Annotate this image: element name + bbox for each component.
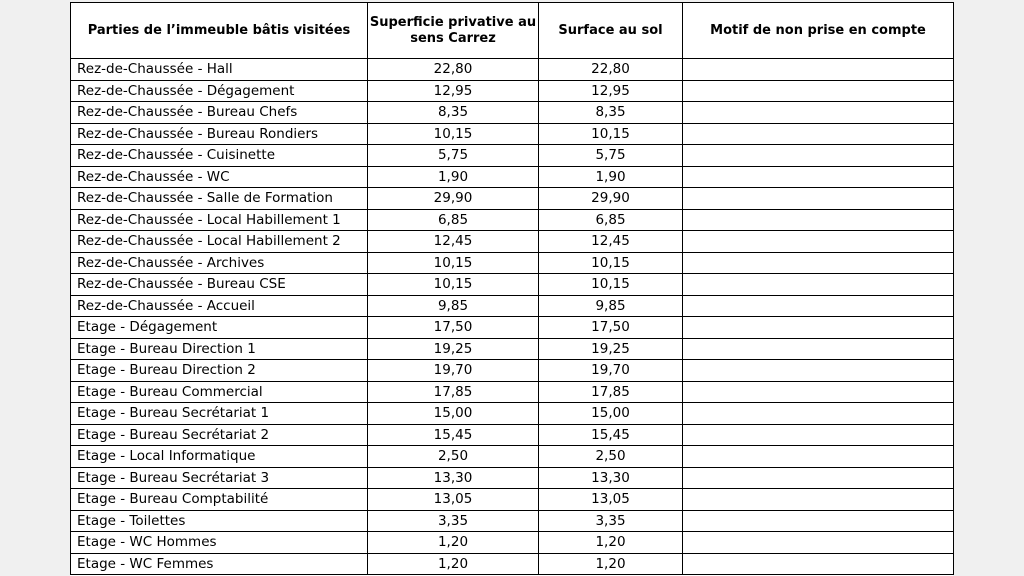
- document-page: [70, 2, 953, 576]
- cell-partie: Rez-de-Chaussée - Bureau Rondiers: [71, 123, 368, 145]
- table-body: [71, 59, 954, 575]
- header-motif: Motif de non prise en compte: [683, 3, 954, 59]
- header-surface-sol: Surface au sol: [539, 3, 683, 59]
- cell-motif: [683, 338, 954, 360]
- table-row: [71, 403, 954, 425]
- cell-superficie-carrez: 13,05: [368, 489, 539, 511]
- cell-motif: [683, 231, 954, 253]
- cell-motif: [683, 446, 954, 468]
- cell-superficie-carrez: 17,50: [368, 317, 539, 339]
- cell-surface-sol: 17,85: [539, 381, 683, 403]
- cell-superficie-carrez: 13,30: [368, 467, 539, 489]
- cell-superficie-carrez: 5,75: [368, 145, 539, 167]
- cell-superficie-carrez: 12,95: [368, 80, 539, 102]
- cell-surface-sol: 17,50: [539, 317, 683, 339]
- cell-motif: [683, 553, 954, 575]
- cell-partie: Rez-de-Chaussée - Archives: [71, 252, 368, 274]
- cell-partie: Etage - WC Femmes: [71, 553, 368, 575]
- cell-partie: Rez-de-Chaussée - Bureau CSE: [71, 274, 368, 296]
- cell-motif: [683, 295, 954, 317]
- header-parties: Parties de l’immeuble bâtis visitées: [71, 3, 368, 59]
- cell-surface-sol: 29,90: [539, 188, 683, 210]
- cell-superficie-carrez: 10,15: [368, 123, 539, 145]
- cell-partie: Rez-de-Chaussée - Local Habillement 1: [71, 209, 368, 231]
- cell-surface-sol: 9,85: [539, 295, 683, 317]
- cell-partie: Etage - Bureau Secrétariat 2: [71, 424, 368, 446]
- cell-superficie-carrez: 17,85: [368, 381, 539, 403]
- table-row: [71, 209, 954, 231]
- cell-surface-sol: 19,25: [539, 338, 683, 360]
- cell-motif: [683, 80, 954, 102]
- cell-partie: Etage - Dégagement: [71, 317, 368, 339]
- table-row: [71, 338, 954, 360]
- cell-partie: Etage - Bureau Commercial: [71, 381, 368, 403]
- table-row: [71, 489, 954, 511]
- cell-partie: Etage - Local Informatique: [71, 446, 368, 468]
- surfaces-table: [70, 2, 954, 575]
- table-row: [71, 102, 954, 124]
- cell-motif: [683, 424, 954, 446]
- cell-motif: [683, 467, 954, 489]
- cell-partie: Rez-de-Chaussée - Local Habillement 2: [71, 231, 368, 253]
- cell-surface-sol: 12,45: [539, 231, 683, 253]
- table-row: [71, 381, 954, 403]
- cell-surface-sol: 8,35: [539, 102, 683, 124]
- table-header: [71, 3, 954, 59]
- cell-partie: Rez-de-Chaussée - Salle de Formation: [71, 188, 368, 210]
- cell-partie: Etage - Bureau Direction 2: [71, 360, 368, 382]
- cell-surface-sol: 10,15: [539, 123, 683, 145]
- cell-partie: Etage - Bureau Direction 1: [71, 338, 368, 360]
- table-row: [71, 553, 954, 575]
- cell-partie: Etage - Bureau Comptabilité: [71, 489, 368, 511]
- table-row: [71, 532, 954, 554]
- cell-surface-sol: 19,70: [539, 360, 683, 382]
- cell-surface-sol: 15,00: [539, 403, 683, 425]
- cell-superficie-carrez: 15,00: [368, 403, 539, 425]
- cell-superficie-carrez: 9,85: [368, 295, 539, 317]
- cell-surface-sol: 5,75: [539, 145, 683, 167]
- cell-superficie-carrez: 1,90: [368, 166, 539, 188]
- table-row: [71, 188, 954, 210]
- cell-surface-sol: 3,35: [539, 510, 683, 532]
- cell-motif: [683, 403, 954, 425]
- cell-superficie-carrez: 1,20: [368, 553, 539, 575]
- cell-superficie-carrez: 1,20: [368, 532, 539, 554]
- cell-motif: [683, 274, 954, 296]
- cell-motif: [683, 360, 954, 382]
- cell-partie: Rez-de-Chaussée - Hall: [71, 59, 368, 81]
- cell-surface-sol: 15,45: [539, 424, 683, 446]
- cell-superficie-carrez: 6,85: [368, 209, 539, 231]
- cell-superficie-carrez: 19,25: [368, 338, 539, 360]
- cell-surface-sol: 1,20: [539, 532, 683, 554]
- cell-motif: [683, 252, 954, 274]
- table-row: [71, 360, 954, 382]
- table-row: [71, 467, 954, 489]
- cell-motif: [683, 102, 954, 124]
- cell-surface-sol: 12,95: [539, 80, 683, 102]
- cell-motif: [683, 209, 954, 231]
- cell-motif: [683, 145, 954, 167]
- cell-surface-sol: 13,30: [539, 467, 683, 489]
- cell-superficie-carrez: 15,45: [368, 424, 539, 446]
- table-row: [71, 424, 954, 446]
- cell-superficie-carrez: 22,80: [368, 59, 539, 81]
- table-row: [71, 231, 954, 253]
- cell-surface-sol: 1,20: [539, 553, 683, 575]
- table-row: [71, 145, 954, 167]
- cell-partie: Rez-de-Chaussée - Accueil: [71, 295, 368, 317]
- cell-superficie-carrez: 19,70: [368, 360, 539, 382]
- cell-superficie-carrez: 10,15: [368, 274, 539, 296]
- table-row: [71, 59, 954, 81]
- cell-motif: [683, 59, 954, 81]
- cell-partie: Etage - WC Hommes: [71, 532, 368, 554]
- table-row: [71, 252, 954, 274]
- cell-superficie-carrez: 10,15: [368, 252, 539, 274]
- cell-motif: [683, 510, 954, 532]
- cell-surface-sol: 10,15: [539, 274, 683, 296]
- table-row: [71, 317, 954, 339]
- table-row: [71, 446, 954, 468]
- cell-motif: [683, 381, 954, 403]
- cell-surface-sol: 2,50: [539, 446, 683, 468]
- cell-surface-sol: 6,85: [539, 209, 683, 231]
- cell-partie: Rez-de-Chaussée - WC: [71, 166, 368, 188]
- cell-surface-sol: 13,05: [539, 489, 683, 511]
- cell-motif: [683, 188, 954, 210]
- cell-surface-sol: 10,15: [539, 252, 683, 274]
- cell-surface-sol: 22,80: [539, 59, 683, 81]
- cell-superficie-carrez: 3,35: [368, 510, 539, 532]
- table-header-row: [71, 3, 954, 59]
- cell-partie: Etage - Bureau Secrétariat 1: [71, 403, 368, 425]
- table-row: [71, 510, 954, 532]
- cell-superficie-carrez: 12,45: [368, 231, 539, 253]
- cell-partie: Etage - Bureau Secrétariat 3: [71, 467, 368, 489]
- cell-partie: Rez-de-Chaussée - Bureau Chefs: [71, 102, 368, 124]
- table-row: [71, 80, 954, 102]
- cell-partie: Rez-de-Chaussée - Cuisinette: [71, 145, 368, 167]
- cell-motif: [683, 532, 954, 554]
- header-superficie-carrez: Superficie privative au sens Carrez: [368, 3, 539, 59]
- cell-motif: [683, 317, 954, 339]
- cell-partie: Rez-de-Chaussée - Dégagement: [71, 80, 368, 102]
- cell-superficie-carrez: 8,35: [368, 102, 539, 124]
- table-row: [71, 295, 954, 317]
- cell-superficie-carrez: 2,50: [368, 446, 539, 468]
- cell-motif: [683, 489, 954, 511]
- table-row: [71, 274, 954, 296]
- table-row: [71, 166, 954, 188]
- cell-partie: Etage - Toilettes: [71, 510, 368, 532]
- cell-motif: [683, 166, 954, 188]
- cell-surface-sol: 1,90: [539, 166, 683, 188]
- cell-superficie-carrez: 29,90: [368, 188, 539, 210]
- cell-motif: [683, 123, 954, 145]
- table-row: [71, 123, 954, 145]
